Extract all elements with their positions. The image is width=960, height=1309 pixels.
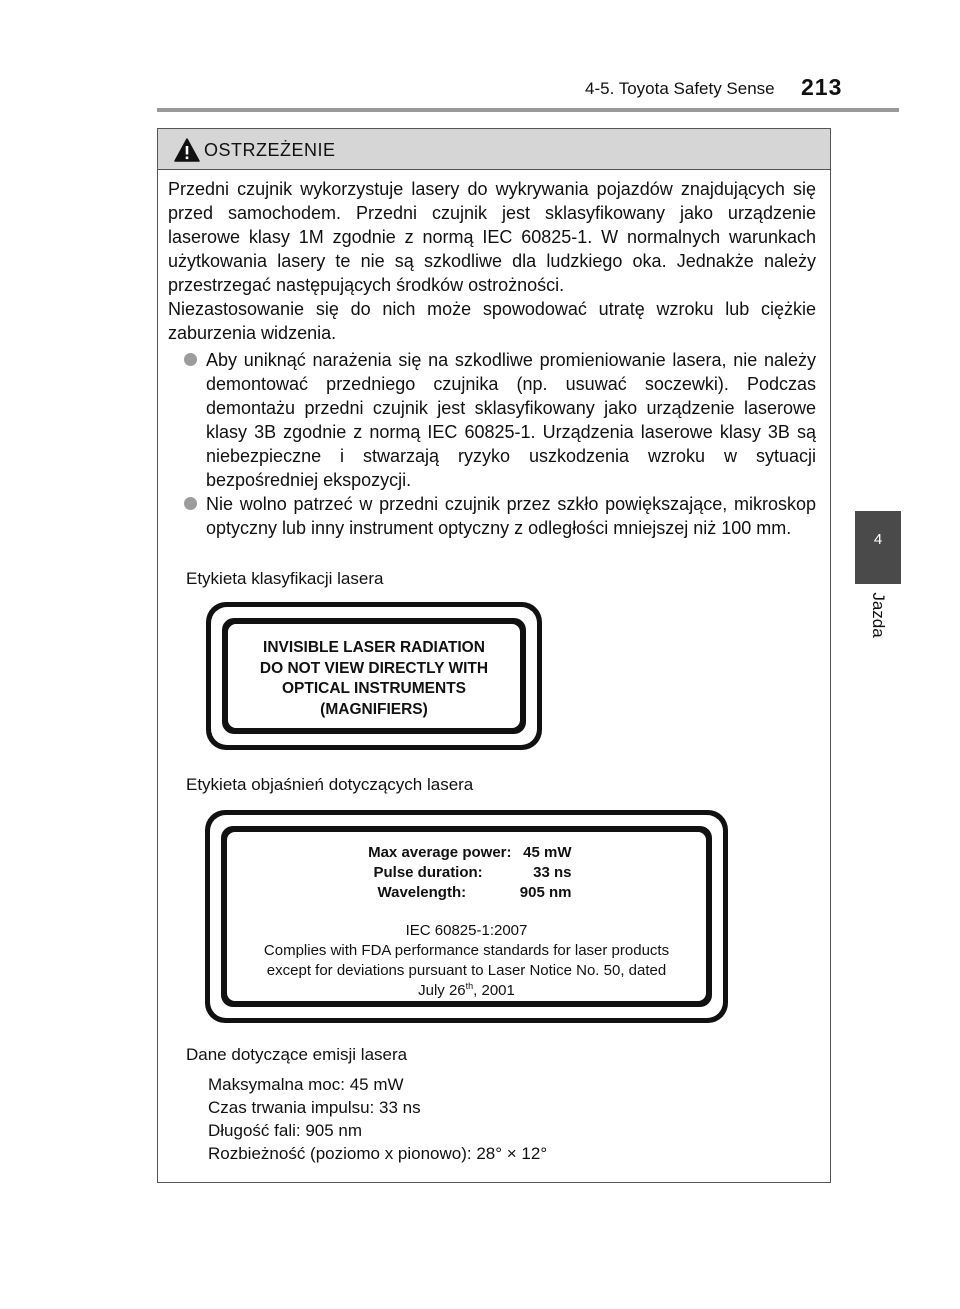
emission-line: Czas trwania impulsu: 33 ns [208, 1098, 421, 1117]
warning-icon [174, 138, 200, 162]
classification-label-caption: Etykieta klasyfikacji lasera [186, 569, 384, 588]
laser-standard: IEC 60825-1:2007 [405, 922, 528, 939]
page-number: 213 [801, 74, 843, 100]
spec-row: Max average power: 45 mW [368, 844, 572, 861]
warning-box [157, 128, 831, 1183]
section-title: 4-5. Toyota Safety Sense [585, 79, 775, 98]
warning-header [158, 129, 830, 170]
list-item [184, 348, 816, 492]
fda-compliance-text: Complies with FDA performance standards for laser products except for deviations pursuant to Laser Notice No. 50, dated July 26th, 2001 [263, 942, 670, 999]
spec-row: Pulse duration: 33 ns [373, 864, 572, 881]
emission-line: Maksymalna moc: 45 mW [208, 1075, 404, 1094]
emission-line: Rozbieżność (poziomo x pionowo): 28° × 12° [208, 1144, 548, 1163]
classification-label-text: INVISIBLE LASER RADIATION DO NOT VIEW DIRECTLY WITH OPTICAL INSTRUMENTS (MAGNIFIERS) [259, 639, 489, 718]
bullet-icon [184, 497, 197, 510]
header-rule [157, 108, 899, 112]
warning-consequence: Niezastosowanie się do nich może spowodować utratę wzroku lub ciężkie zaburzenia widzenia. [168, 299, 816, 343]
list-item [184, 492, 816, 540]
emission-caption: Dane dotyczące emisji lasera [186, 1045, 408, 1064]
list-item-text: Aby uniknąć narażenia się na szkodliwe promieniowanie lasera, nie należy demontować przedniego czujnika (np. usuwać soczewki). Podczas demontażu przedni czujnik jest sklasyfikowany jako urządzenie laserowe klasy 3B zgodnie z normą IEC 60825-1. Urządzenia laserowe klasy 3B są niebezpieczne i stwarzają ryzyko uszkodzenia wzroku w sytuacji bezpośredniej ekspozycji. [206, 350, 816, 490]
bullet-icon [184, 353, 197, 366]
explanation-label-caption: Etykieta objaśnień dotyczących lasera [186, 775, 474, 794]
warning-intro: Przedni czujnik wykorzystuje lasery do wykrywania pojazdów znajdujących się przed samochodem. Przedni czujnik jest sklasyfikowany jako urządzenie laserowe klasy 1M zgodnie z normą IEC 60825-1. W normalnych warunkach użytkowania lasery te nie są szkodliwe dla ludzkiego oka. Jednakże należy przestrzegać następujących środków ostrożności. [168, 179, 816, 295]
emission-line: Długość fali: 905 nm [208, 1121, 363, 1140]
spec-row: Wavelength: 905 nm [377, 884, 572, 901]
warning-title: OSTRZEŻENIE [204, 140, 336, 160]
list-item-text: Nie wolno patrzeć w przedni czujnik przez szkło powiększające, mikroskop optyczny lub inny instrument optyczny z odległości mniejszej niż 100 mm. [206, 494, 816, 538]
laser-classification-label [206, 602, 542, 750]
laser-explanation-label [205, 810, 728, 1023]
chapter-tab[interactable] [855, 511, 901, 584]
chapter-label: Jazda [869, 592, 888, 638]
laser-specs [227, 843, 706, 903]
chapter-number: 4 [873, 531, 883, 548]
